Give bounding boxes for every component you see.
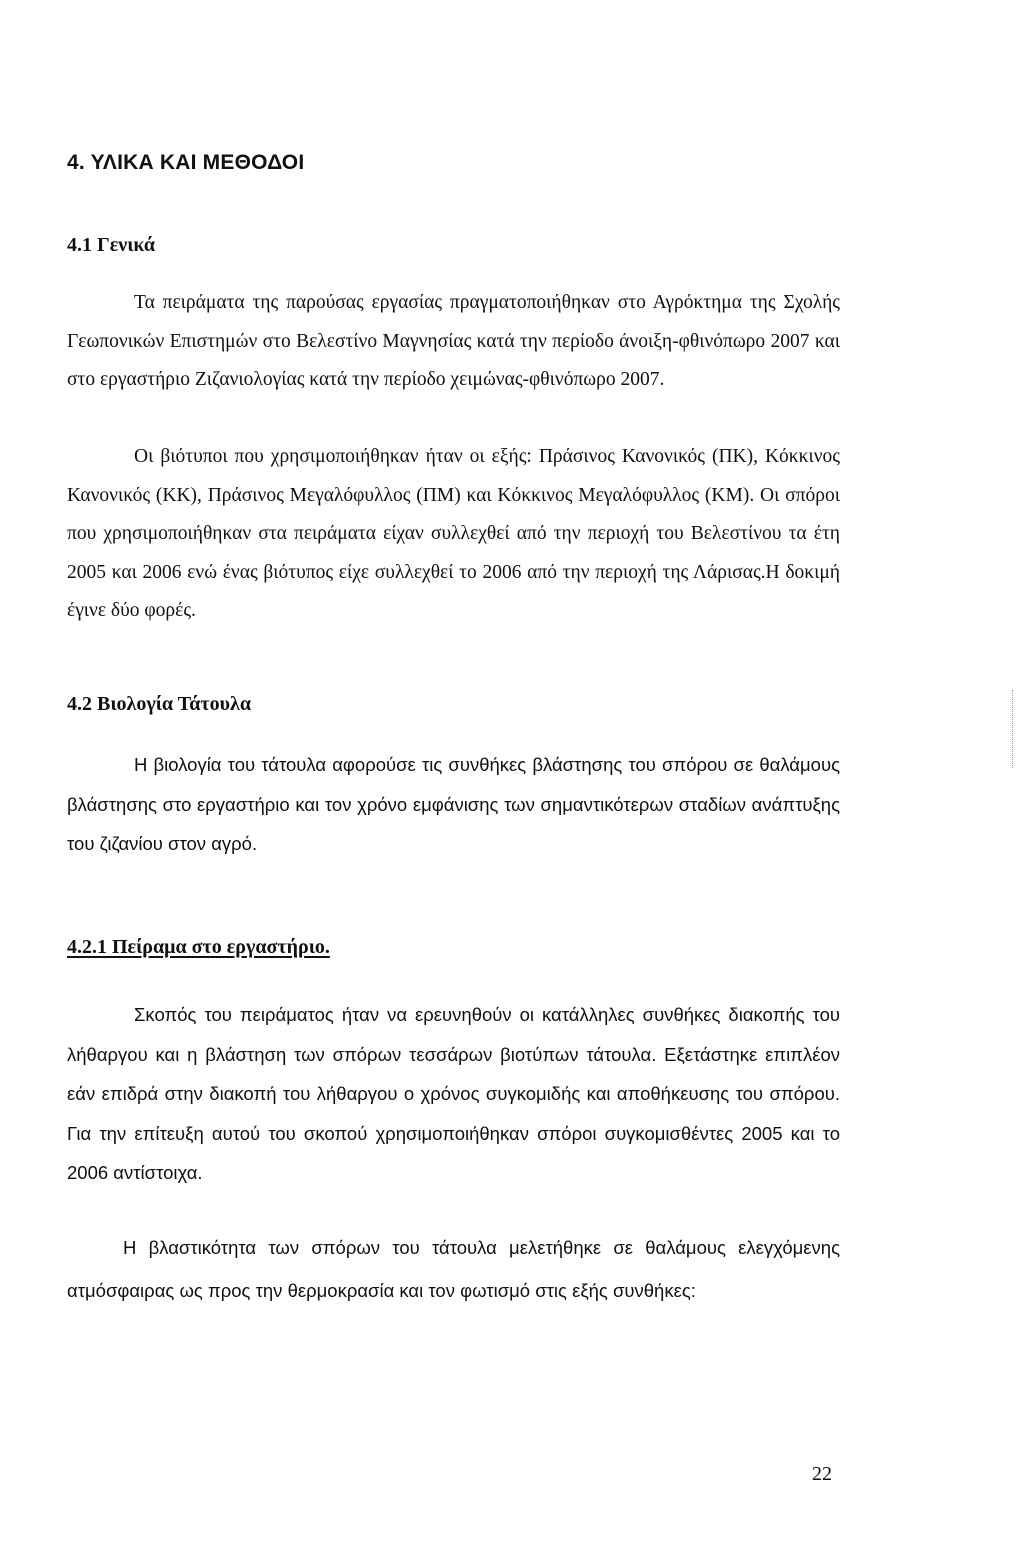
general-paragraph-1: Τα πειράματα της παρούσας εργασίας πραγματοποιήθηκαν στο Αγρόκτημα της Σχολής Γεωπονικών Επιστημών στο Βελεστίνο Μαγνησίας κατά την περίοδο άνοιξη-φθινόπωρο 2007 και στο εργαστήριο Ζιζανιολογίας κατά την περίοδο χειμώνας-φθινόπωρο 2007. — [67, 292, 840, 390]
chapter-title: 4. ΥΛΙΚΑ ΚΑΙ ΜΕΘΟΔΟΙ — [67, 151, 305, 174]
lab-experiment-paragraph-1: Σκοπός του πειράματος ήταν να ερευνηθούν οι κατάλληλες συνθήκες διακοπής του λήθαργου και η βλάστηση των σπόρων τεσσάρων βιοτύπων τάτουλα. Εξετάστηκε επιπλέον εάν επιδρά στην διακοπή του λήθαργου ο χρόνος συγκομιδής και αποθήκευσης του σπόρου. Για την επίτευξη αυτού του σκοπού χρησιμοποιήθηκαν σπόροι συγκομισθέντες 2005 και το 2006 αντίστοιχα. — [67, 1004, 840, 1183]
scan-artifact-mark — [1012, 690, 1013, 768]
page-number: 22 — [812, 1463, 832, 1485]
section-heading-general: 4.1 Γενικά — [67, 234, 156, 256]
biology-paragraph-1: Η βιολογία του τάτουλα αφορούσε τις συνθήκες βλάστησης του σπόρου σε θαλάμους βλάστησης στο εργαστήριο και τον χρόνο εμφάνισης των σημαντικότερων σταδίων ανάπτυξης του ζιζανίου στον αγρό. — [67, 754, 840, 854]
section-heading-biology: 4.2 Βιολογία Τάτουλα — [67, 693, 251, 715]
general-paragraph-2: Οι βιότυποι που χρησιμοποιήθηκαν ήταν οι εξής: Πράσινος Κανονικός (ΠΚ), Κόκκινος Κανονικός (ΚΚ), Πράσινος Μεγαλόφυλλος (ΠΜ) και Κόκκινος Μεγαλόφυλλος (ΚΜ). Οι σπόροι που χρησιμοποιήθηκαν στα πειράματα είχαν συλλεχθεί από την περιοχή του Βελεστίνου τα έτη 2005 και 2006 ενώ ένας βιότυπος είχε συλλεχθεί το 2006 από την περιοχή της Λάρισας.Η δοκιμή έγινε δύο φορές. — [67, 446, 840, 621]
section-heading-lab-experiment: 4.2.1 Πείραμα στο εργαστήριο. — [67, 936, 330, 958]
lab-experiment-paragraph-2: Η βλαστικότητα των σπόρων του τάτουλα μελετήθηκε σε θαλάμους ελεγχόμενης ατμόσφαιρας ως προς την θερμοκρασία και τον φωτισμό στις εξής συνθήκες: — [67, 1237, 840, 1301]
